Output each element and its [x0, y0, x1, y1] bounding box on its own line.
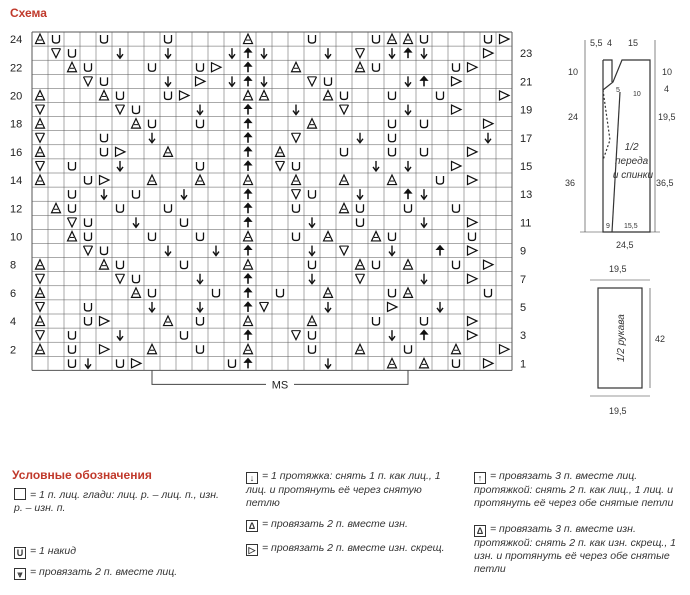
- row-number-right: 7: [520, 273, 527, 286]
- legend-text-k2tog: = провязать 2 п. вместе лиц.: [30, 566, 178, 578]
- front-bottom-width: 24,5: [616, 240, 634, 250]
- front-right-4: 36,5: [656, 178, 674, 188]
- legend-text-yarnover: = 1 накид: [30, 545, 77, 557]
- row-number-right: 11: [520, 217, 532, 230]
- legend-text-ssk: = 1 протяжка: снять 1 п. как лиц., 1 лиц. и протянуть её через снятую петлю: [246, 470, 441, 509]
- legend-item-p2tog-tbl: [246, 542, 456, 556]
- row-number-left: 16: [10, 146, 23, 159]
- row-number-right: 3: [520, 330, 527, 343]
- front-inner-3: 15,5: [624, 223, 638, 230]
- sleeve-caption: 1/2 рукава: [616, 314, 627, 362]
- legend-symbol-yarnover: U: [14, 547, 26, 559]
- row-number-right: 13: [520, 189, 533, 202]
- front-right-2: 4: [664, 84, 670, 94]
- row-number-right: 23: [520, 48, 533, 61]
- row-number-left: 22: [10, 62, 23, 75]
- front-shoulder-1: 5,5: [590, 38, 603, 48]
- legend-text-p3tog: = провязать 3 п. вместе изн. протяжкой: снять 2 п. как изн. скрещ., 1 изн. и протянуть её через обе снятые петли: [474, 523, 677, 575]
- row-number-left: 12: [10, 203, 23, 216]
- row-number-left: 10: [10, 231, 23, 244]
- front-caption-line-2: переда: [615, 156, 649, 167]
- row-number-right: 1: [520, 358, 527, 371]
- row-number-right: 17: [520, 132, 533, 145]
- legend-symbol-ssk: ↓: [246, 472, 258, 484]
- legend-item-p2tog: [246, 518, 456, 532]
- legend-symbol-p2tog: Δ: [246, 520, 258, 532]
- row-number-right: 5: [520, 302, 527, 314]
- row-number-right: 19: [520, 104, 533, 117]
- legend-symbol-k3tog: ↑: [474, 472, 486, 484]
- legend-item-yarnover: [14, 545, 224, 559]
- legend-text-p2tog-tbl: = провязать 2 п. вместе изн. скрещ.: [262, 542, 445, 554]
- row-number-left: 8: [10, 259, 17, 272]
- legend-symbol-p3tog: Δ: [474, 525, 486, 537]
- legend-text-p2tog: = провязать 2 п. вместе изн.: [262, 518, 408, 530]
- row-number-left: 6: [10, 287, 17, 300]
- legend-item-p3tog: [474, 523, 686, 576]
- front-left-3: 36: [565, 178, 576, 188]
- chart-title: Схема: [10, 6, 47, 20]
- row-number-right: 21: [520, 76, 533, 89]
- legend-text-k3tog: = провязать 3 п. вместе лиц. протяжкой: снять 2 п. как лиц., 1 лиц. и протянуть её через обе снятые петли: [474, 470, 674, 509]
- sleeve-top-width: 19,5: [609, 264, 627, 274]
- front-back-piece: [580, 40, 660, 232]
- row-number-left: 18: [10, 118, 23, 131]
- front-inner-2: 10: [633, 91, 641, 98]
- front-inner-1: 5: [616, 87, 620, 94]
- front-left-2: 24: [568, 112, 579, 122]
- front-inner-4: 9: [606, 223, 610, 230]
- sleeve-height: 42: [655, 334, 666, 344]
- legend-item-knit: [14, 488, 224, 515]
- row-number-left: 20: [10, 90, 23, 103]
- front-shoulder-2: 4: [607, 38, 613, 48]
- neck-line: [603, 60, 612, 82]
- legend-item-ssk: [246, 470, 456, 510]
- front-caption: [613, 142, 654, 181]
- front-right-1: 10: [662, 67, 673, 77]
- row-number-right: 9: [520, 245, 527, 258]
- legend-title: Условные обозначения: [12, 468, 152, 482]
- row-number-left: 24: [10, 34, 23, 47]
- legend-symbol-empty-cell: [14, 488, 26, 500]
- legend-item-k3tog: [474, 470, 686, 510]
- legend-text-knit: = 1 п. лиц. глади: лиц. р. – лиц. п., изн. р. – изн. п.: [14, 489, 219, 514]
- front-right-3: 19,5: [658, 112, 676, 122]
- front-caption-line-1: 1/2: [624, 142, 639, 153]
- front-left-1: 10: [568, 67, 579, 77]
- ms-label: MS: [271, 379, 289, 392]
- row-number-right: 15: [520, 161, 533, 173]
- armhole-line: [603, 90, 610, 160]
- row-number-left: 14: [10, 175, 23, 188]
- legend-item-k2tog: [14, 566, 234, 580]
- sleeve-bottom-width: 19,5: [609, 406, 627, 416]
- legend-symbol-k2tog: ⩔: [14, 568, 26, 580]
- front-caption-line-3: и спинки: [612, 170, 654, 181]
- front-shoulder-3: 15: [628, 38, 639, 48]
- row-number-left: 4: [10, 316, 17, 329]
- row-number-left: 2: [10, 344, 17, 357]
- legend-symbol-p2tog-tbl: ▷: [246, 544, 258, 556]
